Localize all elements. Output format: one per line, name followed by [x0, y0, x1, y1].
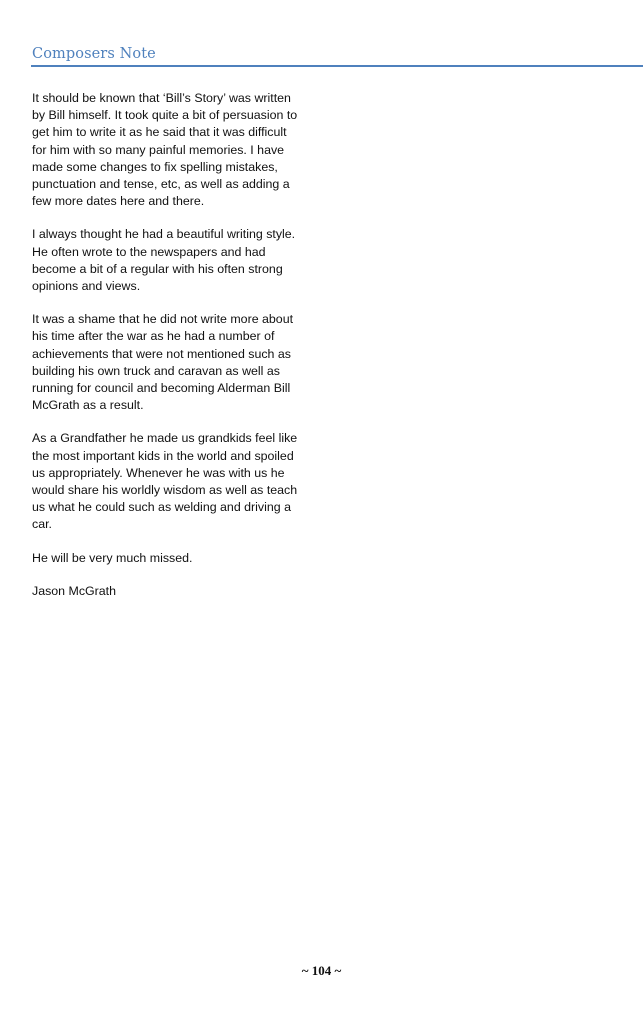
page-number: ~ 104 ~	[301, 963, 342, 978]
body-text	[32, 90, 322, 616]
paragraph: As a Grandfather he made us grandkids feel like the most important kids in the world and spoiled us appropriately. Whenever he was with us he would share his worldly wisdom as well as teach us what he could such as welding and driving a car.	[32, 431, 298, 532]
section-title: Composers Note	[32, 46, 156, 62]
paragraph: It was a shame that he did not write more about his time after the war as he had a number of achievements that were not mentioned such as building his own truck and caravan as well as running for council and becoming Alderman Bill McGrath as a result.	[32, 312, 294, 413]
paragraph: He will be very much missed.	[32, 550, 193, 565]
paragraph: I always thought he had a beautiful writing style. He often wrote to the newspapers and had become a bit of a regular with his often strong opinions and views.	[32, 227, 296, 294]
author-signature: Jason McGrath	[32, 583, 117, 598]
header-divider	[31, 65, 643, 67]
page-header	[31, 45, 643, 63]
paragraph: It should be known that ‘Bill’s Story’ was written by Bill himself. It took quite a bit of persuasion to get him to write it as he said that it was difficult for him with so many painful memories. I have made some changes to fix spelling mistakes, punctuation and tense, etc, as well as adding a few more dates here and there.	[32, 91, 298, 209]
